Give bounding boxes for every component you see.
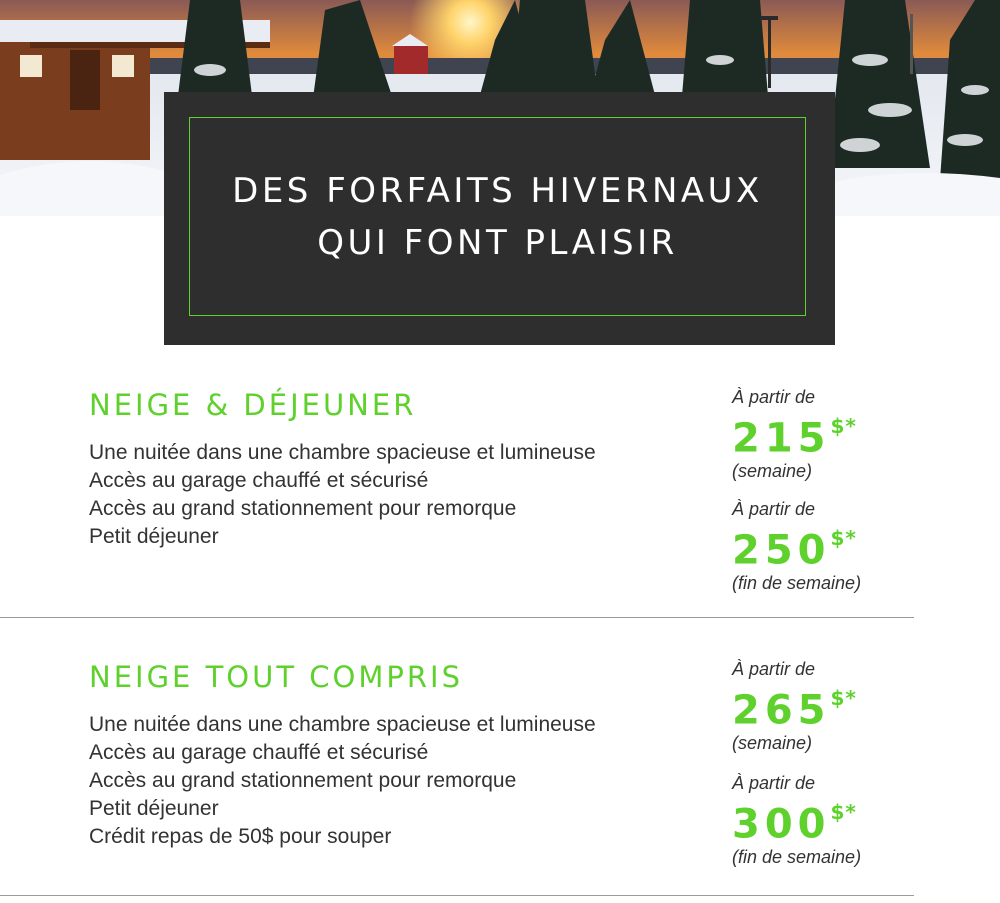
price-amount	[732, 680, 912, 732]
title-banner	[164, 92, 835, 345]
feature-item: Une nuitée dans une chambre spacieuse et lumineuse	[89, 441, 596, 464]
package-title: NEIGE TOUT COMPRIS	[89, 660, 463, 694]
page-title-line-1: DES FORFAITS HIVERNAUX	[232, 170, 763, 211]
price-weekend	[732, 498, 912, 594]
title-frame	[189, 117, 806, 316]
price-weekend	[732, 772, 912, 868]
price-from-label: À partir de	[732, 387, 816, 407]
price-amount	[732, 520, 912, 572]
price-from-label: À partir de	[732, 659, 816, 679]
price-from-label: À partir de	[732, 773, 816, 793]
price-amount	[732, 408, 912, 460]
page-title-line-2: QUI FONT PLAISIR	[317, 222, 678, 263]
feature-item: Petit déjeuner	[89, 797, 219, 820]
feature-item: Une nuitée dans une chambre spacieuse et lumineuse	[89, 713, 596, 736]
package-neige-dejeuner	[0, 380, 1000, 620]
feature-item: Accès au garage chauffé et sécurisé	[89, 469, 429, 492]
price-suffix: $*	[830, 526, 857, 550]
package-features-list	[89, 711, 596, 851]
price-suffix: $*	[830, 414, 857, 438]
price-period: (fin de semaine)	[732, 573, 862, 594]
feature-item: Crédit repas de 50$ pour souper	[89, 825, 392, 848]
feature-item: Petit déjeuner	[89, 525, 219, 548]
price-period: (semaine)	[732, 733, 813, 754]
feature-item: Accès au garage chauffé et sécurisé	[89, 741, 429, 764]
price-value: 300	[732, 801, 831, 848]
price-weekday	[732, 386, 912, 482]
package-title: NEIGE & DÉJEUNER	[89, 388, 417, 422]
price-value: 215	[732, 415, 831, 462]
package-features-list	[89, 439, 596, 551]
price-from-label: À partir de	[732, 499, 816, 519]
feature-item: Accès au grand stationnement pour remorque	[89, 497, 517, 520]
feature-item: Accès au grand stationnement pour remorque	[89, 769, 517, 792]
section-divider	[0, 617, 914, 618]
section-divider	[0, 895, 914, 896]
price-value: 250	[732, 527, 831, 574]
price-period: (semaine)	[732, 461, 813, 482]
price-value: 265	[732, 687, 831, 734]
price-suffix: $*	[830, 686, 857, 710]
package-neige-tout-compris	[0, 652, 1000, 892]
price-period: (fin de semaine)	[732, 847, 862, 868]
price-weekday	[732, 658, 912, 754]
price-suffix: $*	[830, 800, 857, 824]
price-amount	[732, 794, 912, 846]
